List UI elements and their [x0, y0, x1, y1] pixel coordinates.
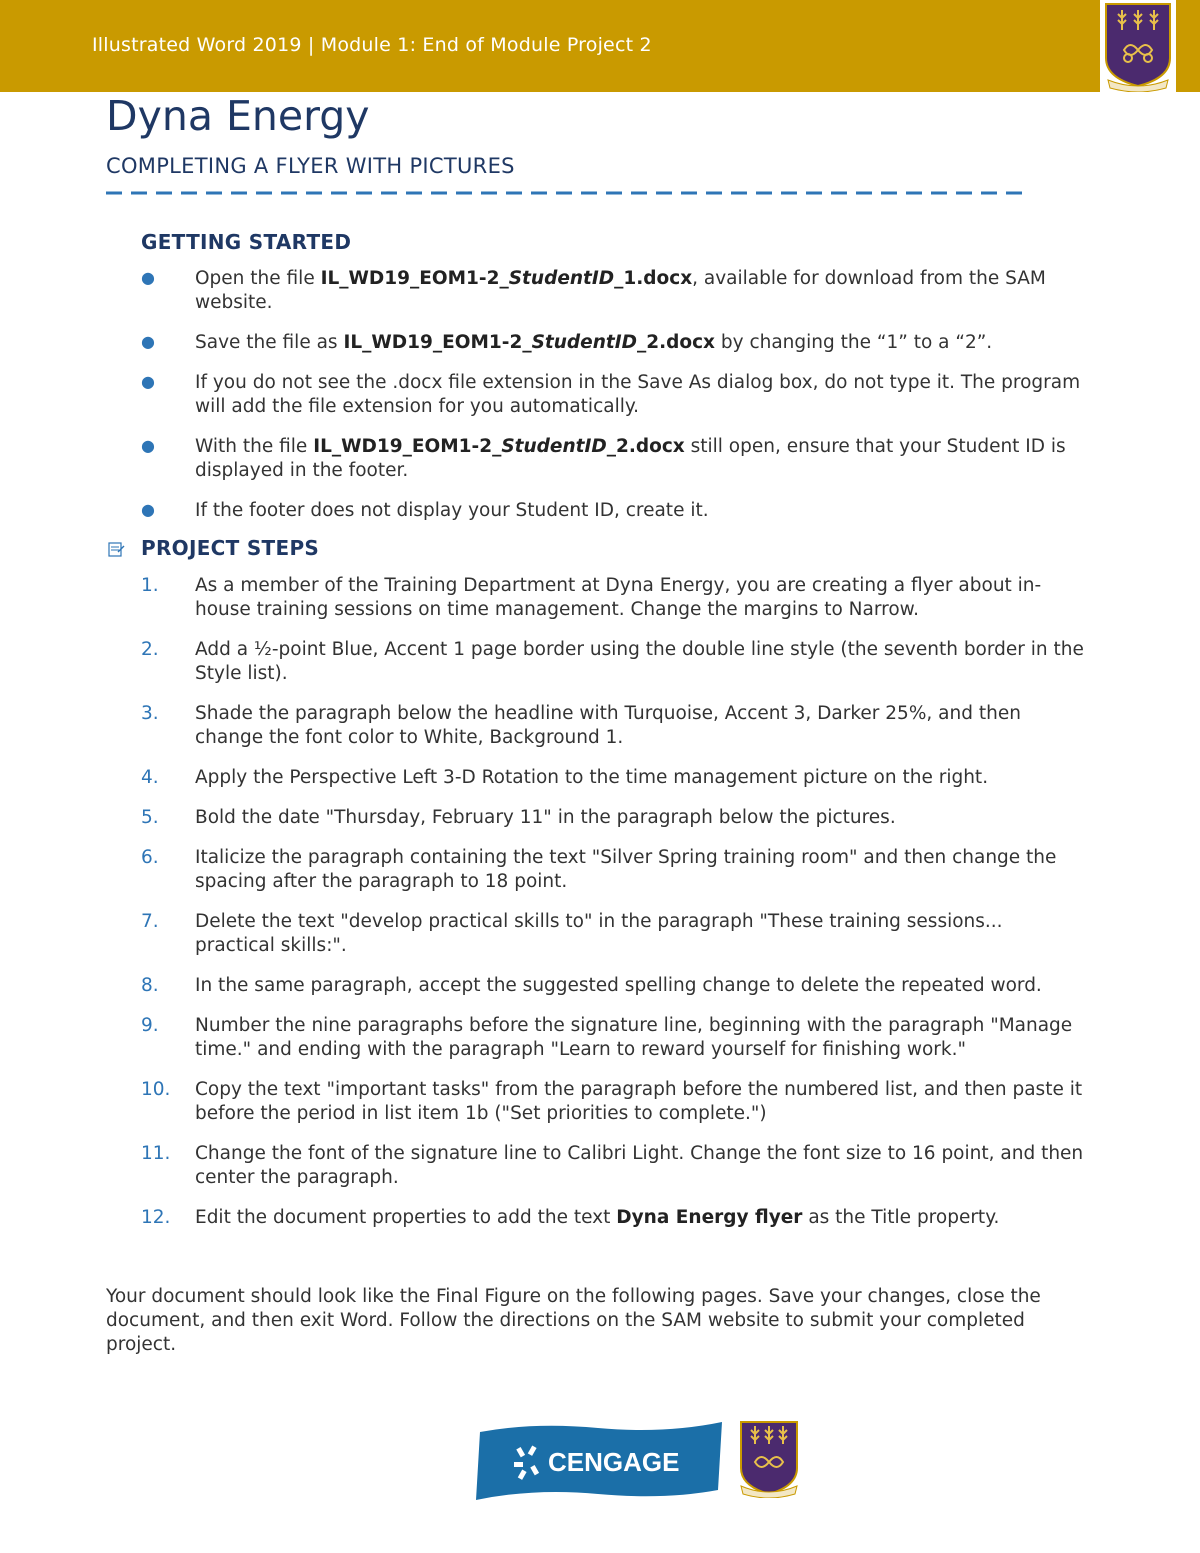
- list-item: ● With the file IL_WD19_EOM1-2_StudentID_2.docx still open, ensure that your Student ID is displayed in the footer.: [141, 436, 1066, 481]
- step-number: 2.: [141, 639, 159, 660]
- bullet-icon: ●: [141, 500, 155, 519]
- step-item: 6. Italicize the paragraph containing the text "Silver Spring training room" and then change the spacing after the paragraph to 18 point.: [141, 847, 1057, 892]
- step-number: 12.: [141, 1207, 171, 1228]
- step-item: 11. Change the font of the signature line to Calibri Light. Change the font size to 16 point, and then center the paragraph.: [141, 1143, 1084, 1188]
- step-item: 7. Delete the text "develop practical skills to" in the paragraph "These training sessions... practical skills:".: [141, 911, 1003, 956]
- step-number: 4.: [141, 767, 159, 788]
- header-title: Illustrated Word 2019 | Module 1: End of Module Project 2: [92, 34, 652, 56]
- header-bar: [0, 0, 1200, 92]
- bullet-icon: ●: [141, 332, 155, 351]
- list-item: ● If you do not see the .docx file extension in the Save As dialog box, do not type it. The program will add the file extension for you automatically.: [141, 372, 1081, 417]
- step-number: 3.: [141, 703, 159, 724]
- step-item: 4. Apply the Perspective Left 3-D Rotation to the time management picture on the right.: [141, 767, 989, 788]
- step-item: 1. As a member of the Training Department at Dyna Energy, you are creating a flyer about in-house training sessions on time management. Change the margins to Narrow.: [141, 575, 1042, 620]
- bullet-icon: ●: [141, 436, 155, 455]
- university-crest-logo: [1100, 0, 1176, 92]
- getting-started-heading: GETTING STARTED: [141, 230, 352, 254]
- document-title: Dyna Energy: [106, 92, 370, 140]
- step-item: 9. Number the nine paragraphs before the signature line, beginning with the paragraph "Manage time." and ending with the paragraph "Learn to reward yourself for finishing work.": [141, 1015, 1073, 1060]
- step-number: 11.: [141, 1143, 171, 1164]
- step-number: 8.: [141, 975, 159, 996]
- list-item: ● Save the file as IL_WD19_EOM1-2_StudentID_2.docx by changing the “1” to a “2”.: [141, 332, 993, 353]
- bullet-icon: ●: [141, 372, 155, 391]
- dashed-divider: [106, 186, 1026, 200]
- closing-paragraph: Your document should look like the Final Figure on the following pages. Save your changes, close the document, and then exit Word. Follow the directions on the SAM website to submit your completed project.: [106, 1286, 1041, 1355]
- step-item: 3. Shade the paragraph below the headline with Turquoise, Accent 3, Darker 25%, and then change the font color to White, Background 1.: [141, 703, 1021, 748]
- bullet-icon: ●: [141, 268, 155, 287]
- step-item: 5. Bold the date "Thursday, February 11" in the paragraph below the pictures.: [141, 807, 896, 828]
- step-item: 2. Add a ½-point Blue, Accent 1 page border using the double line style (the seventh border in the Style list).: [141, 639, 1084, 684]
- document-subtitle: COMPLETING A FLYER WITH PICTURES: [106, 154, 515, 178]
- list-item: ● Open the file IL_WD19_EOM1-2_StudentID_1.docx, available for download from the SAM website.: [141, 268, 1046, 313]
- step-number: 9.: [141, 1015, 159, 1036]
- step-number: 6.: [141, 847, 159, 868]
- step-item: 10. Copy the text "important tasks" from the paragraph before the numbered list, and then paste it before the period in list item 1b ("Set priorities to complete."): [141, 1079, 1083, 1124]
- step-number: 1.: [141, 575, 159, 596]
- steps-icon: [106, 539, 126, 559]
- step-number: 10.: [141, 1079, 171, 1100]
- getting-started-list: [0, 267, 1200, 539]
- cengage-logo-text: CENGAGE: [548, 1447, 680, 1477]
- cengage-logo: [474, 1418, 726, 1504]
- step-number: 7.: [141, 911, 159, 932]
- project-steps-list: [0, 574, 1200, 1246]
- step-item: 12. Edit the document properties to add the text Dyna Energy flyer as the Title property.: [141, 1207, 1000, 1228]
- list-item: ● If the footer does not display your Student ID, create it.: [141, 500, 709, 521]
- university-crest-logo-bottom: [735, 1418, 803, 1498]
- project-steps-heading: PROJECT STEPS: [141, 536, 320, 560]
- step-number: 5.: [141, 807, 159, 828]
- step-item: 8. In the same paragraph, accept the suggested spelling change to delete the repeated word.: [141, 975, 1042, 996]
